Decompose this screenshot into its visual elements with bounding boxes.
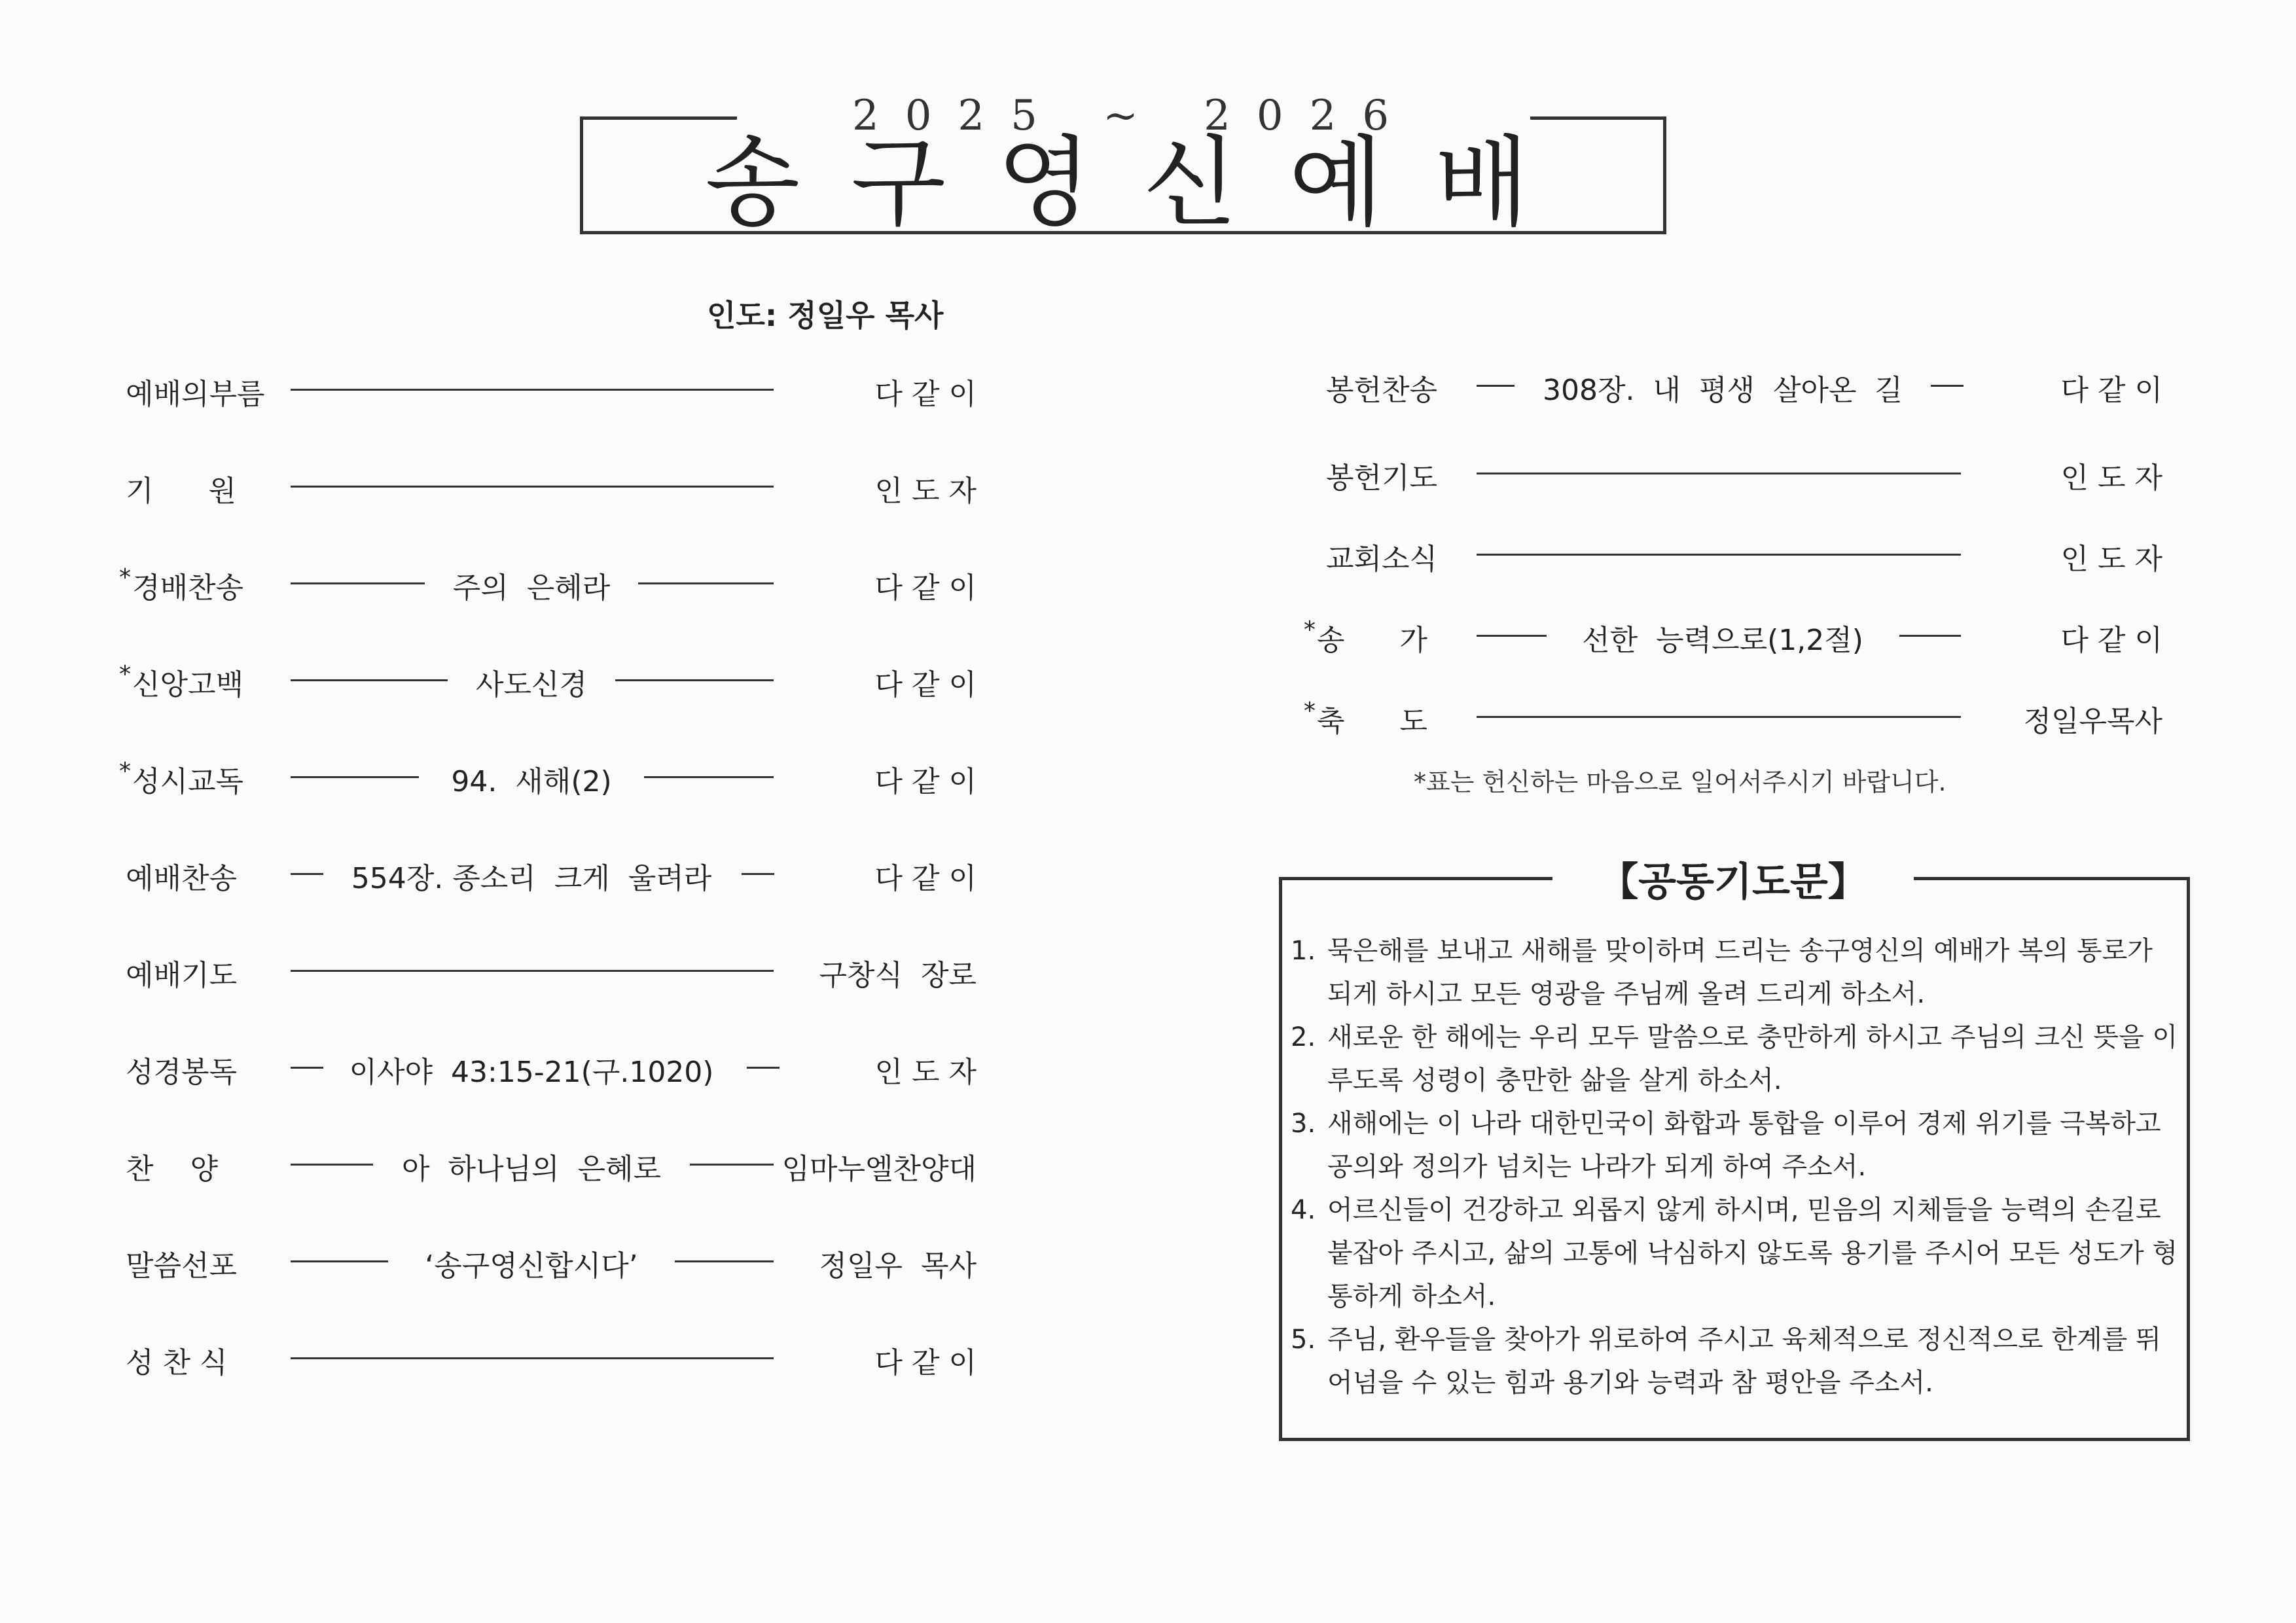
leader-dash xyxy=(675,1260,774,1262)
order-item-performer: 정일우 목사 xyxy=(819,1249,977,1283)
order-item-title: 94. 새해(2) xyxy=(451,765,612,798)
prayer-list xyxy=(1291,929,2181,1404)
leader-dash xyxy=(1477,635,1547,637)
order-item-label: 성 찬 식 xyxy=(126,1346,228,1380)
order-item-performer: 인 도 자 xyxy=(2060,461,2162,495)
order-item-name xyxy=(119,1145,218,1187)
leader-dash xyxy=(291,873,323,875)
order-item-title: 사도신경 xyxy=(475,668,587,702)
order-row xyxy=(119,370,977,416)
service-years: 2025 ~ 2026 xyxy=(852,92,1416,140)
order-item-name xyxy=(119,661,243,703)
order-item-name xyxy=(119,467,236,509)
prayer-item-number: 5. xyxy=(1291,1325,1316,1355)
order-item-performer: 구창식 장로 xyxy=(819,959,977,992)
order-row xyxy=(119,758,977,804)
order-item-label: 예배의부름 xyxy=(126,378,265,411)
order-item-title: 선한 능력으로(1,2절) xyxy=(1582,624,1863,657)
order-item-performer: 다 같 이 xyxy=(2060,374,2162,407)
title-frame-line-right xyxy=(1530,116,1666,120)
order-item-performer: 다 같 이 xyxy=(874,668,977,702)
order-item-performer: 다 같 이 xyxy=(874,1346,977,1380)
order-item-title: 아 하나님의 은혜로 xyxy=(402,1152,661,1186)
prayer-item xyxy=(1291,1102,2181,1188)
order-item-name xyxy=(119,952,237,993)
order-item-name xyxy=(1304,454,1437,496)
standing-marker: * xyxy=(119,661,131,688)
order-item-title: 308장. 내 평생 살아온 길 xyxy=(1543,374,1903,407)
order-row xyxy=(119,467,977,513)
leader-dash xyxy=(291,1260,388,1262)
title-frame-line-left xyxy=(580,116,737,120)
prayer-item-text: 새해에는 이 나라 대한민국이 화합과 통합을 이루어 경제 위기를 극복하고 공의와 정의가 넘치는 나라가 되게 하여 주소서. xyxy=(1327,1109,2161,1182)
leader-dash xyxy=(291,582,425,584)
prayer-item-number: 3. xyxy=(1291,1109,1316,1139)
order-item-title: ‘송구영신합시다’ xyxy=(425,1249,638,1283)
order-row xyxy=(1304,616,2162,662)
order-item-label: 찬 양 xyxy=(126,1152,218,1186)
leader-dash xyxy=(1477,385,1515,387)
leader-dash xyxy=(1477,473,1961,474)
leader-dash xyxy=(638,582,774,584)
order-row xyxy=(119,1242,977,1288)
leader-dash xyxy=(742,873,774,875)
order-item-label: 송 가 xyxy=(1317,624,1427,657)
prayer-item-text: 주님, 환우들을 찾아가 위로하여 주시고 육체적으로 정신적으로 한계를 뛰어넘을 수 있는 힘과 용기와 능력과 참 평안을 주소서. xyxy=(1327,1325,2161,1398)
service-leader: 인도: 정일우 목사 xyxy=(707,298,944,333)
order-item-performer: 인 도 자 xyxy=(874,474,977,508)
order-item-performer: 정일우목사 xyxy=(2023,705,2162,738)
order-item-label: 봉헌찬송 xyxy=(1326,374,1438,407)
order-row xyxy=(119,1145,977,1191)
leader-dash xyxy=(291,679,448,681)
order-item-label: 기 원 xyxy=(126,474,236,508)
service-title: 송구영신예배 xyxy=(705,126,1581,240)
order-item-label: 경배찬송 xyxy=(132,571,244,605)
order-item-label: 말씀선포 xyxy=(126,1249,238,1283)
leader-dash xyxy=(291,1164,373,1166)
order-row xyxy=(119,564,977,610)
order-item-name xyxy=(119,564,243,606)
prayer-item-number: 4. xyxy=(1291,1195,1316,1225)
prayer-item xyxy=(1291,1188,2181,1318)
leader-dash xyxy=(291,970,774,972)
leader-dash xyxy=(1931,385,1964,387)
leader-dash xyxy=(1477,716,1961,718)
leader-dash xyxy=(644,776,774,778)
order-row xyxy=(119,661,977,707)
order-item-label: 축 도 xyxy=(1317,705,1427,738)
order-item-performer: 다 같 이 xyxy=(874,862,977,895)
order-item-label: 예배기도 xyxy=(126,959,238,992)
order-item-performer: 임마누엘찬양대 xyxy=(781,1152,977,1186)
leader-dash xyxy=(1477,554,1961,556)
order-item-label: 성시교독 xyxy=(132,765,244,798)
leader-dash xyxy=(747,1067,780,1069)
leader-dash xyxy=(291,389,774,391)
order-row xyxy=(119,1339,977,1385)
standing-marker: * xyxy=(119,758,131,785)
prayer-item-text: 묵은해를 보내고 새해를 맞이하며 드리는 송구영신의 예배가 복의 통로가 되게 하시고 모든 영광을 주님께 올려 드리게 하소서. xyxy=(1327,936,2153,1009)
order-item-performer: 다 같 이 xyxy=(2060,624,2162,657)
order-row xyxy=(1304,535,2162,581)
order-item-label: 신앙고백 xyxy=(132,668,244,702)
order-item-name xyxy=(1304,366,1437,408)
order-row xyxy=(1304,454,2162,500)
prayer-item-number: 1. xyxy=(1291,936,1316,966)
order-row xyxy=(119,855,977,901)
leader-dash xyxy=(291,776,419,778)
leader-dash xyxy=(291,1357,774,1359)
prayer-item-number: 2. xyxy=(1291,1022,1316,1052)
order-row xyxy=(1304,698,2162,743)
order-item-title: 이사야 43:15-21(구.1020) xyxy=(349,1056,714,1089)
leader-dash xyxy=(291,486,774,488)
standing-marker: * xyxy=(1304,616,1316,643)
order-item-performer: 다 같 이 xyxy=(874,571,977,605)
leader-dash xyxy=(615,679,774,681)
order-item-name xyxy=(119,1242,237,1284)
prayer-item xyxy=(1291,1016,2181,1102)
order-item-name xyxy=(119,855,237,897)
order-item-title: 554장. 종소리 크게 울려라 xyxy=(351,862,712,895)
leader-dash xyxy=(1899,635,1962,637)
standing-marker: * xyxy=(1304,698,1316,724)
order-item-label: 예배찬송 xyxy=(126,862,238,895)
order-item-name xyxy=(119,1048,237,1090)
order-item-name xyxy=(119,1339,227,1381)
prayer-box-line-left xyxy=(1279,877,1552,880)
order-item-name xyxy=(1304,535,1437,577)
leader-dash xyxy=(291,1067,323,1069)
order-item-performer: 인 도 자 xyxy=(2060,543,2162,576)
standing-note: *표는 헌신하는 마음으로 일어서주시기 바랍니다. xyxy=(1414,768,1946,796)
order-item-name xyxy=(119,758,243,800)
prayer-box-line-right xyxy=(1914,877,2190,880)
order-item-performer: 다 같 이 xyxy=(874,378,977,411)
order-item-label: 교회소식 xyxy=(1326,543,1438,576)
order-row xyxy=(119,1048,977,1094)
order-item-performer: 다 같 이 xyxy=(874,765,977,798)
standing-marker: * xyxy=(119,564,131,591)
prayer-item xyxy=(1291,929,2181,1016)
order-item-title: 주의 은혜라 xyxy=(452,571,611,605)
order-row xyxy=(119,952,977,997)
order-item-label: 봉헌기도 xyxy=(1326,461,1438,495)
order-item-label: 성경봉독 xyxy=(126,1056,238,1089)
prayer-title: 【공동기도문】 xyxy=(1599,859,1867,905)
prayer-item xyxy=(1291,1318,2181,1404)
prayer-item-text: 어르신들이 건강하고 외롭지 않게 하시며, 믿음의 지체들을 능력의 손길로 붙잡아 주시고, 삶의 고통에 낙심하지 않도록 용기를 주시어 모든 성도가 형통하게 하소서. xyxy=(1327,1195,2178,1311)
order-item-name xyxy=(119,370,265,412)
order-item-name xyxy=(1304,616,1427,658)
leader-dash xyxy=(690,1164,774,1166)
order-item-performer: 인 도 자 xyxy=(874,1056,977,1089)
order-row xyxy=(1304,366,2162,412)
order-item-name xyxy=(1304,698,1427,740)
prayer-item-text: 새로운 한 해에는 우리 모두 말씀으로 충만하게 하시고 주님의 크신 뜻을 이루도록 성령이 충만한 삶을 살게 하소서. xyxy=(1327,1022,2178,1096)
